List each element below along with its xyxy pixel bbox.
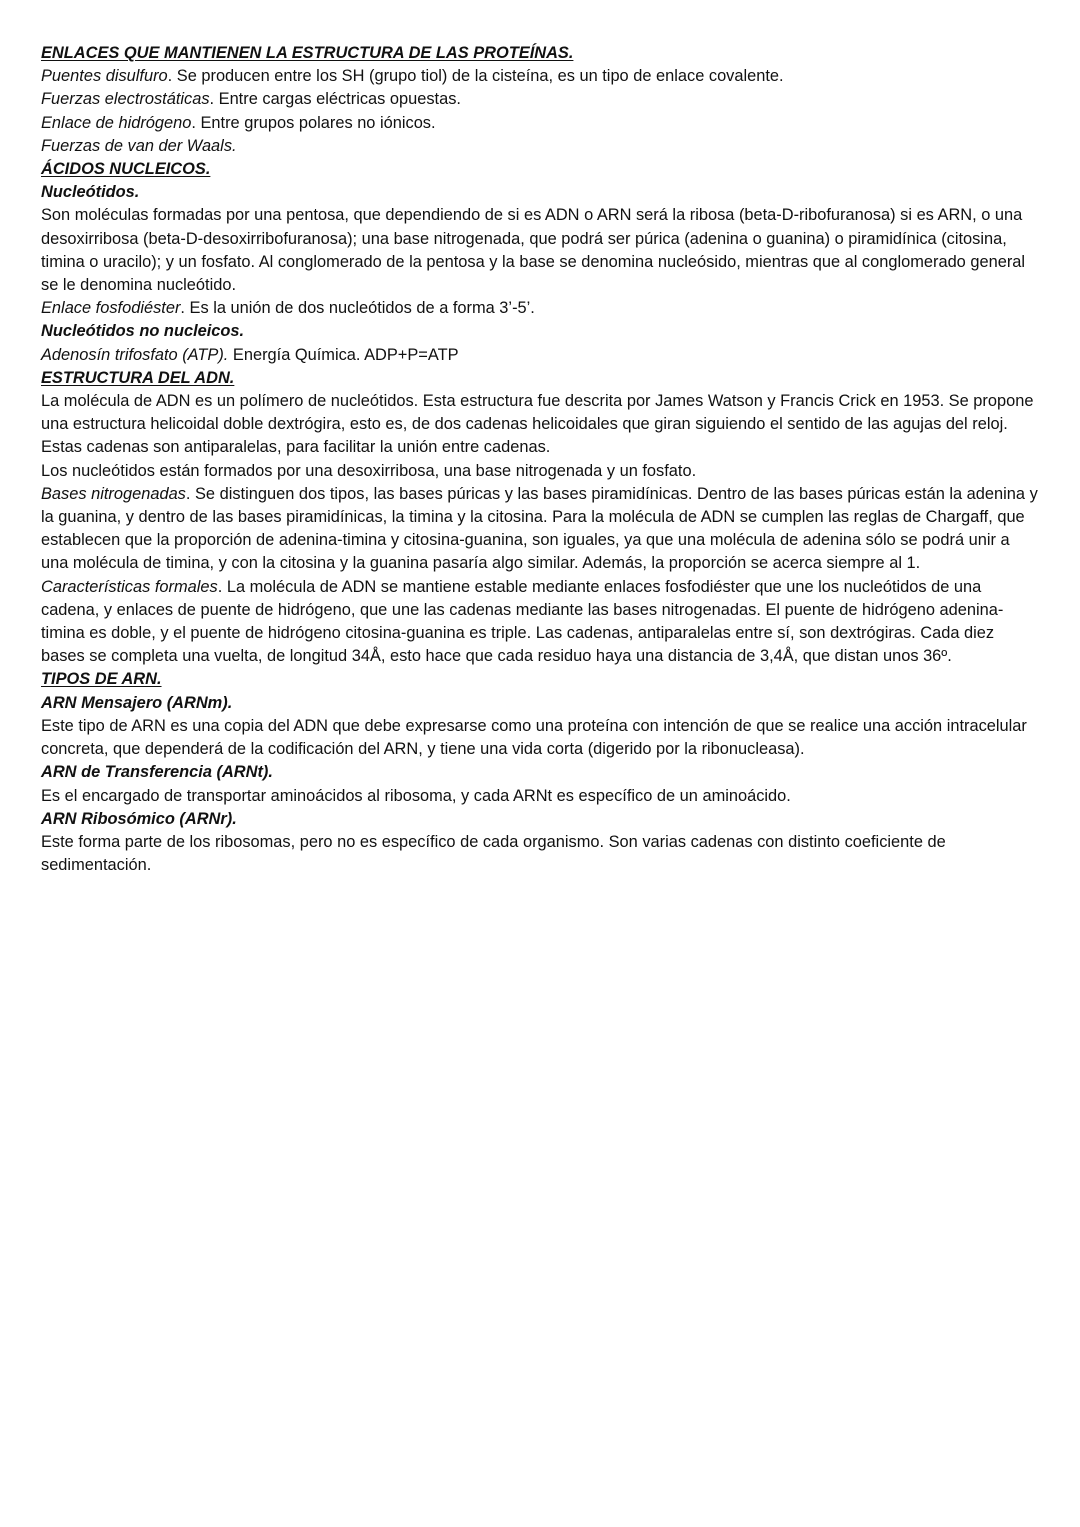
paragraph-arnr: Este forma parte de los ribosomas, pero no es específico de cada organismo. Son varias cadenas con distinto coeficiente de sedimentación.: [41, 832, 946, 875]
enlace-text: . Entre grupos polares no iónicos.: [191, 113, 436, 132]
section-heading-acidos: ÁCIDOS NUCLEICOS.: [41, 160, 211, 179]
subheading-no-nucleicos: Nucleótidos no nucleicos.: [41, 322, 245, 341]
fosfodiester-term: Enlace fosfodiéster: [41, 299, 181, 318]
enlace-text: . Entre cargas eléctricas opuestas.: [209, 90, 461, 109]
document-page: [41, 42, 1041, 877]
subheading-nucleotidos: Nucleótidos.: [41, 183, 140, 202]
subheading-arnr: ARN Ribosómico (ARNr).: [41, 809, 237, 828]
fosfodiester-text: . Es la unión de dos nucleótidos de a forma 3’-5’.: [180, 299, 535, 318]
paragraph-bases: [41, 483, 1041, 576]
paragraph-atp: [41, 344, 1041, 367]
paragraph-caracteristicas: [41, 576, 1041, 669]
caracteristicas-term: Características formales: [41, 577, 218, 596]
paragraph-fosfodiester: [41, 297, 1041, 320]
atp-term: Adenosín trifosfato (ATP).: [41, 345, 229, 364]
paragraph-adn-1: La molécula de ADN es un polímero de nucleótidos. Esta estructura fue descrita por James Watson y Francis Crick en 1953. Se propone una estructura helicoidal doble dextrógira, esto es, de dos cadenas helicoidales que giran siguiendo el sentido de las agujas del reloj. Estas cadenas son antiparalelas, para facilitar la unión entre cadenas.: [41, 392, 1034, 457]
bases-text: . Se distinguen dos tipos, las bases púricas y las bases piramidínicas. Dentro de las bases púricas están la adenina y la guanina, y dentro de las bases piramidínicas, la timina y la citosina. Para la molécula de ADN se cumplen las reglas de Chargaff, que establecen que la proporción de adenina-timina y citosina-guanina, son iguales, ya que una molécula de adenina sólo se podrá unir a una molécula de timina, y con la citosina y la guanina pasaría algo similar. Además, la proporción se acerca siempre al 1.: [41, 484, 1038, 573]
enlace-item: [41, 135, 1041, 158]
enlace-item: [41, 65, 1041, 88]
section-heading-enlaces: ENLACES QUE MANTIENEN LA ESTRUCTURA DE LAS PROTEÍNAS.: [41, 44, 574, 62]
enlace-item: [41, 88, 1041, 111]
atp-text: Energía Química. ADP+P=ATP: [228, 345, 459, 364]
caracteristicas-text: . La molécula de ADN se mantiene estable mediante enlaces fosfodiéster que une los nucleótidos de una cadena, y enlaces de puente de hidrógeno, que une las cadenas mediante las bases nitrogenadas. El puente de hidrógeno adenina-timina es doble, y el puente de hidrógeno citosina-guanina es triple. Las cadenas, antiparalelas entre sí, son dextrógiras. Cada diez bases se completa una vuelta, de longitud 34Å, esto hace que cada residuo haya una distancia de 3,4Å, que distan unos 36º.: [41, 577, 1004, 666]
paragraph-arnm: Este tipo de ARN es una copia del ADN que debe expresarse como una proteína con intención de que se realice una acción intracelular concreta, que dependerá de la codificación del ARN, y tiene una vida corta (digerido por la ribonucleasa).: [41, 716, 1027, 759]
paragraph-nucleotidos: Son moléculas formadas por una pentosa, que dependiendo de si es ADN o ARN será la ribosa (beta-D-ribofuranosa) si es ARN, o una desoxirribosa (beta-D-desoxirribofuranosa); una base nitrogenada, que podrá ser púrica (adenina o guanina) o piramidínica (citosina, timina o uracilo); y un fosfato. Al conglomerado de la pentosa y la base se denomina nucleósido, mientras que al conglomerado general se le denomina nucleótido.: [41, 206, 1026, 295]
enlace-item: [41, 112, 1041, 135]
section-heading-arn: TIPOS DE ARN.: [41, 670, 162, 689]
paragraph-arnt: Es el encargado de transportar aminoácidos al ribosoma, y cada ARNt es específico de un aminoácido.: [41, 786, 791, 805]
section-heading-adn: ESTRUCTURA DEL ADN.: [41, 368, 235, 387]
enlace-text: . Se producen entre los SH (grupo tiol) de la cisteína, es un tipo de enlace covalente.: [167, 67, 784, 86]
subheading-arnt: ARN de Transferencia (ARNt).: [41, 763, 273, 782]
enlace-term: Fuerzas de van der Waals.: [41, 136, 237, 155]
enlace-term: Fuerzas electrostáticas: [41, 90, 210, 109]
enlace-term: Puentes disulfuro: [41, 67, 168, 86]
paragraph-adn-2: Los nucleótidos están formados por una desoxirribosa, una base nitrogenada y un fosfato.: [41, 461, 697, 480]
enlace-term: Enlace de hidrógeno: [41, 113, 192, 132]
subheading-arnm: ARN Mensajero (ARNm).: [41, 693, 233, 712]
bases-term: Bases nitrogenadas: [41, 484, 186, 503]
